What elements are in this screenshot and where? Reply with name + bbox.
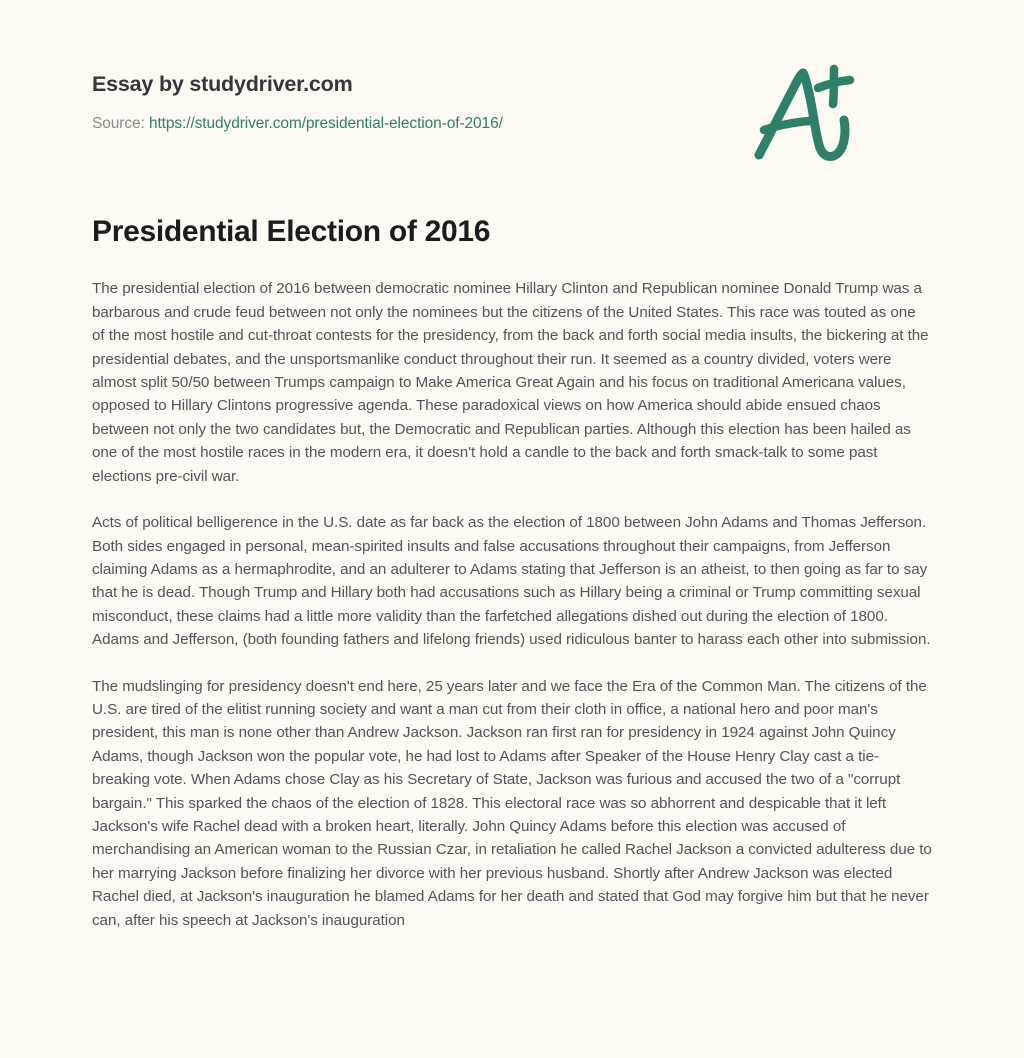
essay-paragraph: Acts of political belligerence in the U.S. date as far back as the election of 1800 between John Adams and Thomas Jefferson. Both sides engaged in personal, mean-spirited insults and false accusations throughout their campaigns, from Jefferson claiming Adams as a hermaphrodite, and an adulterer to Adams stating that Jefferson is an atheist, to then going as far to say that he is dead. Though Trump and Hillary both had accusations such as Hillary being a criminal or Trump committing sexual misconduct, these claims had a little more validity than the farfetched allegations dished out during the election of 1800. Adams and Jefferson, (both founding fathers and lifelong friends) used ridiculous banter to harass each other into submission.	[92, 514, 931, 649]
source-label: Source:	[92, 114, 145, 132]
essay-byline: Essay by studydriver.com	[92, 72, 353, 96]
essay-paragraph: The mudslinging for presidency doesn't end here, 25 years later and we face the Era of the Common Man. The citizens of the U.S. are tired of the elitist running society and want a man cut from their cloth in office, a national hero and poor man's president, this man is none other than Andrew Jackson. Jackson ran first ran for presidency in 1924 against John Quincy Adams, though Jackson won the popular vote, he had lost to Adams after Speaker of the House Henry Clay cast a tie-breaking vote. When Adams chose Clay as his Secretary of State, Jackson was furious and accused the two of a "corrupt bargain." This sparked the chaos of the election of 1828. This electoral race was so abhorrent and despicable that it left Jackson's wife Rachel dead with a broken heart, literally. John Quincy Adams before this election was accused of merchandising an American woman to the Russian Czar, in retaliation he called Rachel Jackson a convicted adulteress due to her marrying Jackson before finalizing her divorce with her previous husband. Shortly after Andrew Jackson was elected Rachel died, at Jackson's inauguration he blamed Adams for her death and stated that God may forgive him but that he never can, after his speech at Jackson's inauguration	[92, 677, 932, 929]
page-header	[92, 0, 932, 134]
page-title: Presidential Election of 2016	[92, 214, 491, 248]
essay-paragraph: The presidential election of 2016 between democratic nominee Hillary Clinton and Republican nominee Donald Trump was a barbarous and crude feud between not only the nominees but the citizens of the United States. This race was touted as one of the most hostile and cut-throat contests for the presidency, from the back and forth social media insults, the bickering at the presidential debates, and the unsportsmanlike conduct throughout their run. It seemed as a country divided, voters were almost split 50/50 between Trumps campaign to Make America Great Again and his focus on traditional Americana values, opposed to Hillary Clintons progressive agenda. These paradoxical views on how America should abide ensued chaos between not only the two candidates but, the Democratic and Republican parties. Although this election has been hailed as one of the most hostile races in the modern era, it doesn't hold a candle to the back and forth smack-talk to some past elections pre-civil war.	[92, 280, 929, 485]
essay-body	[92, 250, 932, 932]
source-line	[92, 114, 932, 134]
source-url-link[interactable]: https://studydriver.com/presidential-election-of-2016/	[148, 114, 503, 132]
